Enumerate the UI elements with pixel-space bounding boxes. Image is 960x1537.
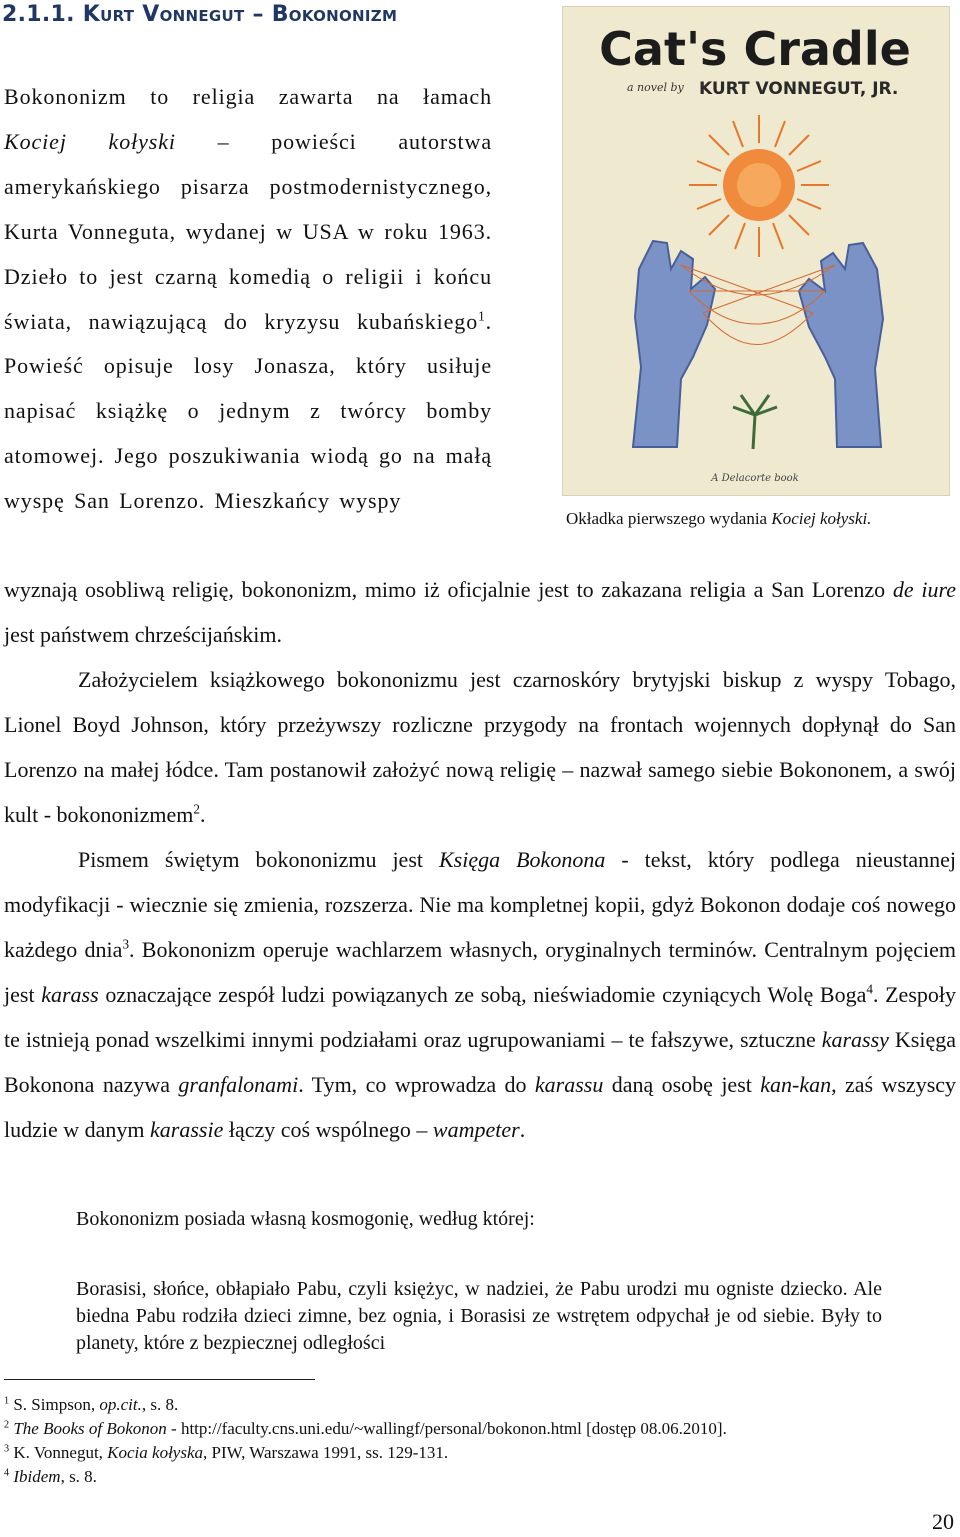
footnote-separator <box>4 1379 315 1380</box>
footnote-item: $^4$ Ibidem, s. 8. <box>4 1467 97 1486</box>
term-ksiega-bokonona: Księga Bokonona <box>439 847 606 872</box>
footnotes <box>4 1393 954 1489</box>
footnote-ref-3[interactable]: 3 <box>122 936 130 952</box>
cover-byline-prefix: a novel by <box>627 81 684 94</box>
paragraph-4: Bokononizm posiada własną kosmogonię, według której: <box>76 1208 535 1230</box>
term-kan-kan: kan-kan <box>760 1072 832 1097</box>
footnote-item: $^2$ The Books of Bokonon - http://faculty.cns.uni.edu/~wallingf/personal/bokonon.html [dostęp 08.06.2010]. <box>4 1419 727 1438</box>
footnote-ref-1[interactable]: 1 <box>478 308 486 324</box>
paragraph-1: wyznają osobliwą religię, bokononizm, mimo iż oficjalnie jest to zakazana religia a San Lorenzo de iure jest państwem chrześcijańskim. <box>4 577 957 647</box>
section-heading: 2.1.1. Kurt Vonnegut – Bokononizm <box>2 2 398 27</box>
page-number: 20 <box>932 1509 954 1534</box>
footnote-url[interactable]: - http://faculty.cns.uni.edu/~wallingf/personal/bokonon.html [dostęp 08.06.2010]. <box>166 1419 727 1438</box>
intro-paragraph: Bokononizm to religia zawarta na łamach Kociej kołyski – powieści autorstwa amerykańskiego pisarza postmodernistycznego, Kurta Vonneguta, wydanej w USA w roku 1963. Dzieło to jest czarną komedią o religii i końcu świata, nawiązującą do kryzysu kubańskiego$^1$. Powieść opisuje losy Jonasza, który usiłuje napisać książkę o jednym z twórcy bomby atomowej. Jego poszukiwania wiodą go na małą wyspę San Lorenzo. Mieszkańcy wyspy <box>4 84 492 514</box>
term-karassu: karassu <box>534 1072 604 1097</box>
cover-author-text: KURT VONNEGUT, JR. <box>699 79 899 99</box>
book-cover-figure <box>562 6 954 496</box>
de-iure-italic: de iure <box>892 577 957 602</box>
cover-title-text: Cat's Cradle <box>599 22 911 76</box>
footnote-ref-4[interactable]: 4 <box>866 981 873 997</box>
paragraph-3: Pismem świętym bokononizmu jest Księga Bokonona - tekst, który podlega nieustannej modyfikacji - wiecznie się zmienia, rozszerza. Nie ma kompletnej kopii, gdyż Bokonon dodaje coś nowego każdego dnia$^3$. Bokononizm operuje wachlarzem własnych, oryginalnych terminów. Centralnym pojęciem jest karass oznaczające zespół ludzi powiązanych ze sobą, nieświadomie czyniących Wolę Boga$^4$. Zespoły te istnieją ponad wszelkimi innymi podziałami oraz ugrupowaniami – te fałszywe, sztuczne karassy Księga Bokonona nazywa granfalonami. Tym, co wprowadza do karassu daną osobę jest kan-kan, zaś wszyscy ludzie w danym karassie łączy coś wspólnego – wampeter. <box>4 847 957 1142</box>
cover-illustration <box>563 7 949 495</box>
caption-title-italic: Kociej kołyski. <box>771 509 872 528</box>
term-karass: karass <box>41 982 99 1007</box>
term-karassy: karassy <box>821 1027 889 1052</box>
book-title-italic: Kociej kołyski <box>4 128 176 154</box>
term-granfalonami: granfalonami <box>178 1072 299 1097</box>
term-karassie: karassie <box>150 1117 224 1142</box>
footnote-item: $^3$ K. Vonnegut, Kocia kołyska, PIW, Warszawa 1991, ss. 129-131. <box>4 1443 449 1462</box>
figure-caption: Okładka pierwszego wydania Kociej kołyski. <box>566 509 872 528</box>
cover-bottom-text: A Delacorte book <box>711 473 799 484</box>
block-quote: Borasisi, słońce, obłapiało Pabu, czyli księżyc, w nadziei, że Pabu urodzi mu ogniste dziecko. Ale biedna Pabu rodziła dzieci zimne, bez ognia, i Borasisi ze wstrętem odpychał je od siebie. Były to planety, które z bezpiecznej odległości <box>76 1278 882 1354</box>
term-wampeter: wampeter <box>432 1117 520 1142</box>
footnote-item: $^1$ S. Simpson, op.cit., s. 8. <box>4 1395 179 1414</box>
paragraph-2: Założycielem książkowego bokononizmu jest czarnoskóry brytyjski biskup z wyspy Tobago, Lionel Boyd Johnson, który przeżywszy rozliczne przygody na frontach wojennych dopłynął do San Lorenzo na małej łódce. Tam postanowił założyć nową religię – nazwał samego siebie Bokononem, a swój kult - bokononizmem$^2$. <box>4 667 956 827</box>
book-cover-image <box>562 6 950 496</box>
footnote-ref-2[interactable]: 2 <box>193 801 201 817</box>
